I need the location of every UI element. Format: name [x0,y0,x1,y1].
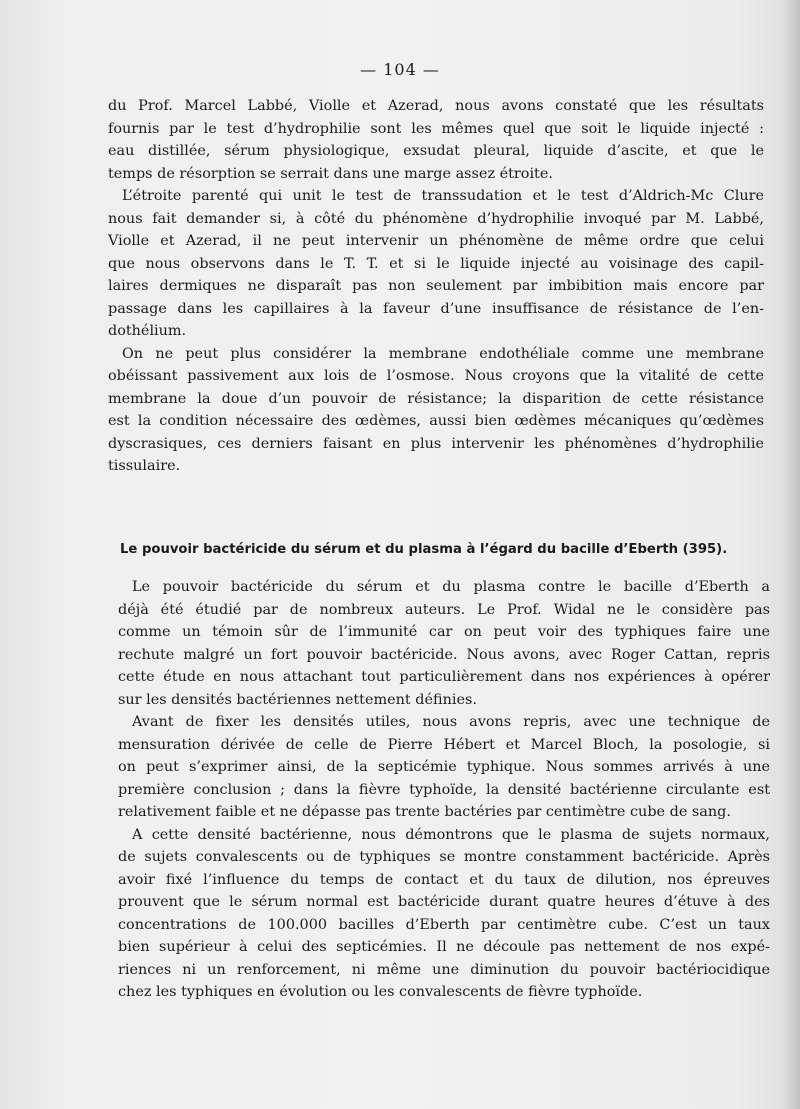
text-line: membrane la doue d’un pouvoir de résistance; la disparition de cette résistance [108,390,764,407]
text-line: on peut s’exprimer ainsi, de la septicémie typhique. Nous sommes arrivés à une [118,759,770,775]
text-line: sur les densités bactériennes nettement définies. [118,691,477,708]
text-line: prouvent que le sérum normal est bactéricide durant quatre heures d’étuve à des [118,894,770,910]
text-line: nous fait demander si, à côté du phénomène d’hydrophilie invoqué par M. Labbé, [108,210,764,227]
text-line: relativement faible et ne dépasse pas trente bactéries par centimètre cube de sang. [118,804,731,820]
text-line: de sujets convalescents ou de typhiques se montre constamment bactéricide. Après [118,849,770,865]
text-line: obéissant passivement aux lois de l’osmose. Nous croyons que la vitalité de cette [108,368,764,384]
text-line: déjà été étudié par de nombreux auteurs. Le Prof. Widal ne le considère pas [118,601,770,618]
text-line: dothélium. [108,323,187,339]
text-line: fournis par le test d’hydrophilie sont les mêmes quel que soit le liquide injecté : [108,120,764,137]
text-line: mensuration dérivée de celle de Pierre Hébert et Marcel Bloch, la posologie, si [118,736,770,753]
text-line: comme un témoin sûr de l’immunité car on peut voir des typhiques faire une [118,624,770,640]
text-line: tissulaire. [108,458,181,474]
text-line: dyscrasiques, ces derniers faisant en plus intervenir les phénomènes d’hydrophilie [108,435,764,452]
text-line: concentrations de 100.000 bacilles d’Eberth par centimètre cube. C’est un taux [118,916,770,933]
text-line: eau distillée, sérum physiologique, exsudat pleural, liquide d’ascite, et que le [108,143,764,159]
text-line: cette étude en nous attachant tout particulièrement dans nos expériences à opérer [118,669,770,685]
text-line: rechute malgré un fort pouvoir bactéricide. Nous avons, avec Roger Cattan, repris [118,646,770,663]
text-line: du Prof. Marcel Labbé, Violle et Azerad, nous avons constaté que les résultats [108,98,764,114]
text-line: Avant de fixer les densités utiles, nous avons repris, avec une technique de [132,714,770,730]
page-edge-shadow [782,0,800,1109]
text-line: est la condition nécessaire des œdèmes, aussi bien œdèmes mécaniques qu’œdèmes [108,413,764,429]
text-line: chez les typhiques en évolution ou les convalescents de fièvre typhoïde. [118,984,643,1000]
text-line: bien supérieur à celui des septicémies. Il ne découle pas nettement de nos expé- [118,939,770,955]
text-line: On ne peut plus considérer la membrane endothéliale comme une membrane [122,345,764,362]
text-block-hydrophilie [108,95,764,478]
text-line: laires dermiques ne disparaît pas non seulement par imbibition mais encore par [108,278,764,294]
text-line: Le pouvoir bactéricide du sérum et du plasma contre le bacille d’Eberth a [132,579,770,595]
text-line: temps de résorption se serrait dans une marge assez étroite. [108,165,553,182]
text-line: première conclusion ; dans la fièvre typhoïde, la densité bactérienne circulante est [118,781,770,798]
text-block-bactericide [118,576,770,1004]
text-line: que nous observons dans le T. T. et si le liquide injecté au voisinage des capil- [108,255,764,272]
text-line: passage dans les capillaires à la faveur d’une insuffisance de résistance de l’en- [108,300,764,317]
text-line: avoir fixé l’influence du temps de contact et du taux de dilution, nos épreuves [118,871,770,888]
text-line: riences ni un renforcement, ni même une diminution du pouvoir bactériocidique [118,961,770,978]
text-line: Violle et Azerad, il ne peut intervenir un phénomène de même ordre que celui [108,233,764,249]
text-line: A cette densité bactérienne, nous démontrons que le plasma de sujets normaux, [132,826,770,843]
page-number: — 104 — [360,60,440,79]
section-heading: Le pouvoir bactéricide du sérum et du plasma à l’égard du bacille d’Eberth (395). [120,542,728,557]
text-line: L’étroite parenté qui unit le test de transsudation et le test d’Aldrich-Mc Clure [122,188,764,204]
